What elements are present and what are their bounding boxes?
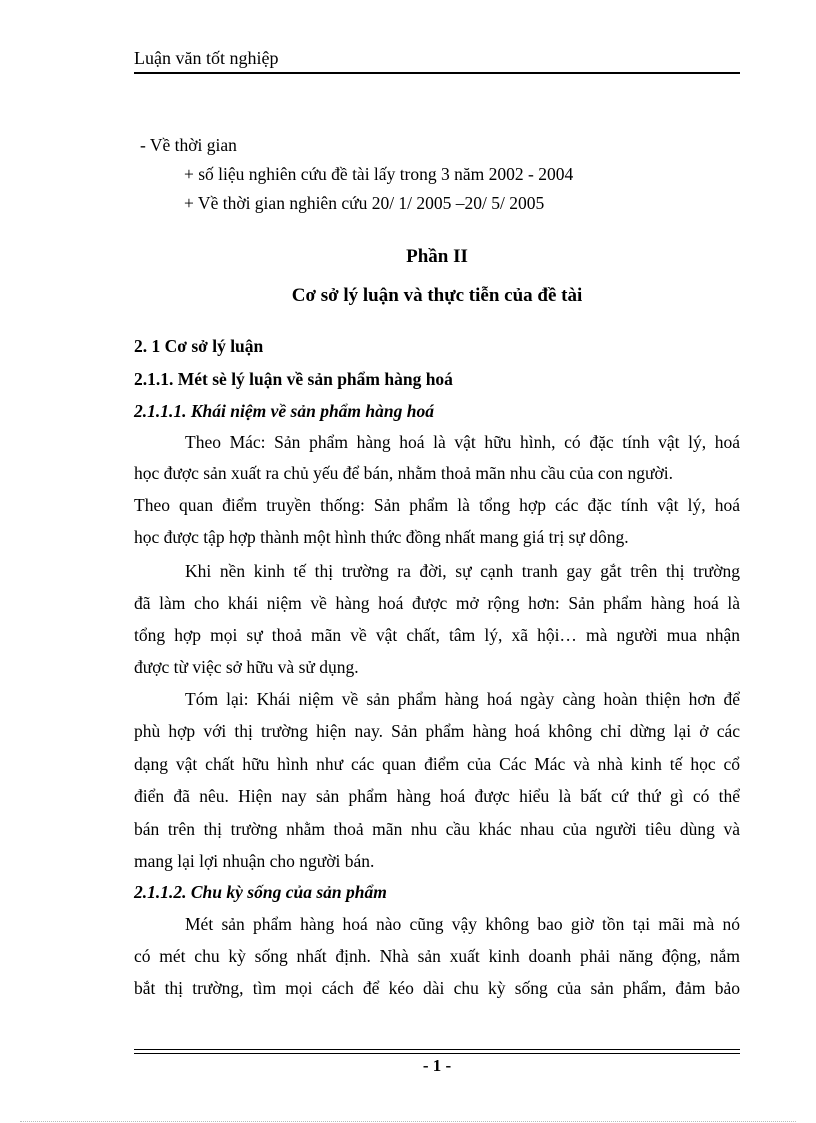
paragraph-line: Khi nền kinh tế thị trường ra đời, sự cạnh tranh gay gắt trên thị trường xyxy=(185,561,740,581)
paragraph-line: bắt thị trường, tìm mọi cách để kéo dài chu kỳ sống của sản phẩm, đảm bảo xyxy=(134,978,740,998)
footer-divider xyxy=(134,1053,740,1054)
paragraph-line: Theo Mác: Sản phẩm hàng hoá là vật hữu hình, có đặc tính vật lý, hoá xyxy=(185,432,740,452)
footer-divider xyxy=(134,1049,740,1050)
paragraph-line: được từ việc sở hữu và sử dụng. xyxy=(134,657,359,677)
part-number: Phần II xyxy=(406,246,468,267)
paragraph-line: Theo quan điểm truyền thống: Sản phẩm là tổng hợp các đặc tính vật lý, hoá xyxy=(134,495,740,515)
part-title: Cơ sở lý luận và thực tiễn của đề tài xyxy=(291,285,583,306)
running-header: Luận văn tốt nghiệp xyxy=(134,48,279,68)
paragraph-line: có mét chu kỳ sống nhất định. Nhà sản xuất kinh doanh phải năng động, nắm xyxy=(134,946,740,966)
paragraph-line: học được tập hợp thành một hình thức đồng nhất mang giá trị sự dông. xyxy=(134,527,629,547)
page-number: - 1 - xyxy=(422,1056,452,1075)
header-divider xyxy=(134,72,740,74)
paragraph-line: tổng hợp mọi sự thoả mãn về vật chất, tâm lý, xã hội… mà người mua nhận xyxy=(134,625,740,645)
paragraph-line: bán trên thị trường nhằm thoả mãn nhu cầu khác nhau của người tiêu dùng và xyxy=(134,819,740,839)
paragraph-line: học được sản xuất ra chủ yếu để bán, nhằm thoả mãn nhu cầu của con người. xyxy=(134,463,673,483)
page-break-line xyxy=(20,1121,796,1122)
section-2-1-1-1-heading: 2.1.1.1. Khái niệm về sản phẩm hàng hoá xyxy=(134,401,434,421)
paragraph-line: đã làm cho khái niệm về hàng hoá được mở rộng hơn: Sản phẩm hàng hoá là xyxy=(134,593,740,613)
paragraph-line: phù hợp với thị trường hiện nay. Sản phẩm hàng hoá không chỉ dừng lại ở các xyxy=(134,721,740,741)
section-2-1-heading: 2. 1 Cơ sở lý luận xyxy=(134,336,264,356)
paragraph-line: dạng vật chất hữu hình như các quan điểm của Các Mác và nhà kinh tế học cổ xyxy=(134,754,740,774)
paragraph-line: điển đã nêu. Hiện nay sản phẩm hàng hoá được hiểu là bất cứ thứ gì có thể xyxy=(134,786,740,806)
scope-item-2: + Về thời gian nghiên cứu 20/ 1/ 2005 –20/ 5/ 2005 xyxy=(184,193,545,213)
paragraph-line: mang lại lợi nhuận cho người bán. xyxy=(134,851,375,871)
scope-item-1: + số liệu nghiên cứu đề tài lấy trong 3 năm 2002 - 2004 xyxy=(184,164,574,184)
paragraph-line: Tóm lại: Khái niệm về sản phẩm hàng hoá ngày càng hoàn thiện hơn để xyxy=(185,689,740,709)
section-2-1-1-heading: 2.1.1. Mét sè lý luận về sản phẩm hàng hoá xyxy=(134,369,453,389)
paragraph-line: Mét sản phẩm hàng hoá nào cũng vậy không bao giờ tồn tại mãi mà nó xyxy=(185,914,740,934)
section-2-1-1-2-heading: 2.1.1.2. Chu kỳ sống của sản phẩm xyxy=(134,882,387,902)
scope-time-heading: - Về thời gian xyxy=(140,135,237,155)
